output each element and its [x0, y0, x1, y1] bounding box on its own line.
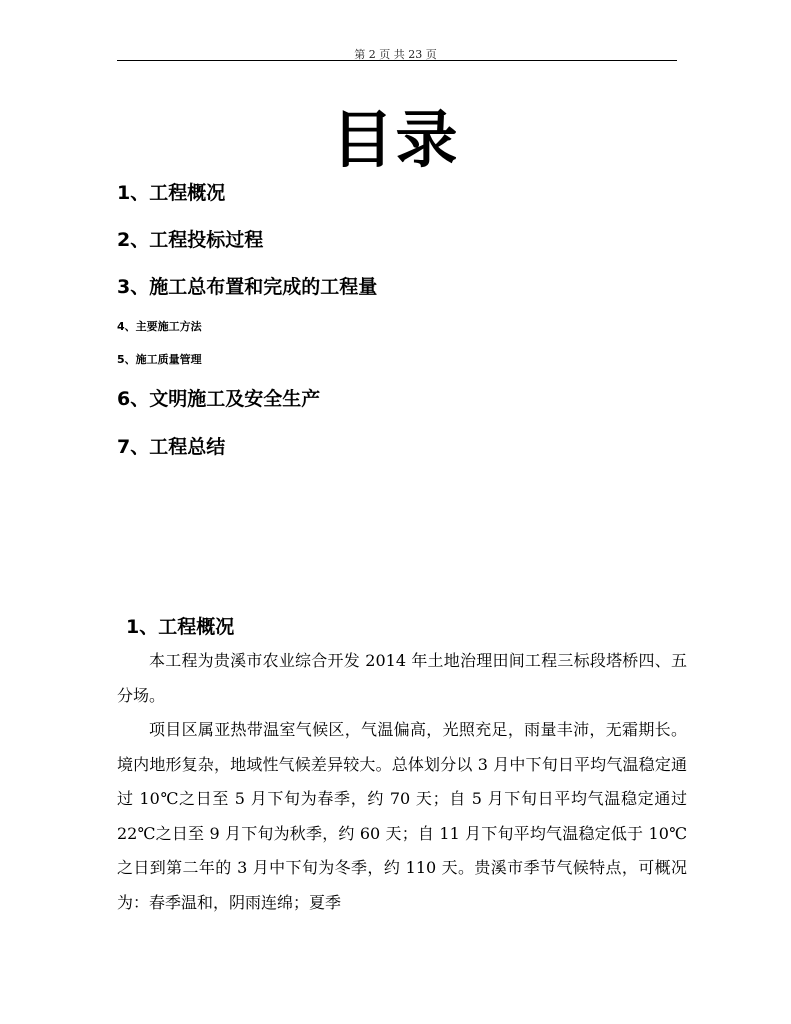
toc-item-3: 3、施工总布置和完成的工程量 [117, 276, 378, 298]
toc-item-6: 6、文明施工及安全生产 [117, 388, 321, 410]
header-divider [117, 60, 677, 61]
page-indicator: 第 2 页 共 23 页 [354, 48, 437, 61]
toc-item-4: 4、主要施工方法 [117, 320, 202, 333]
toc-item-7: 7、工程总结 [117, 436, 226, 458]
toc-item-5: 5、施工质量管理 [117, 353, 202, 366]
body-paragraph-2: 项目区属亚热带温室气候区，气温偏高，光照充足，雨量丰沛，无霜期长。境内地形复杂，地域性气候差异较大。总体划分以 3 月中下旬日平均气温稳定通过 10℃之日至 5 月下旬为春季，约 70 天；自 5 月下旬日平均气温稳定通过 22℃之日至 9 月下旬为秋季，约 60 天；自 11 月下旬平均气温稳定低于 10℃之日到第二年的 3 月中下旬为冬季，约 110 天。贵溪市季节气候特点，可概况为：春季温和，阴雨连绵；夏季 [117, 720, 687, 912]
toc-item-2: 2、工程投标过程 [117, 229, 264, 251]
section-body [117, 644, 687, 920]
section-heading: 1、工程概况 [126, 616, 235, 638]
toc-item-1: 1、工程概况 [117, 182, 226, 204]
toc-title: 目录 [331, 103, 460, 176]
body-paragraph-1: 本工程为贵溪市农业综合开发 2014 年土地治理田间工程三标段塔桥四、五分场。 [117, 651, 687, 705]
